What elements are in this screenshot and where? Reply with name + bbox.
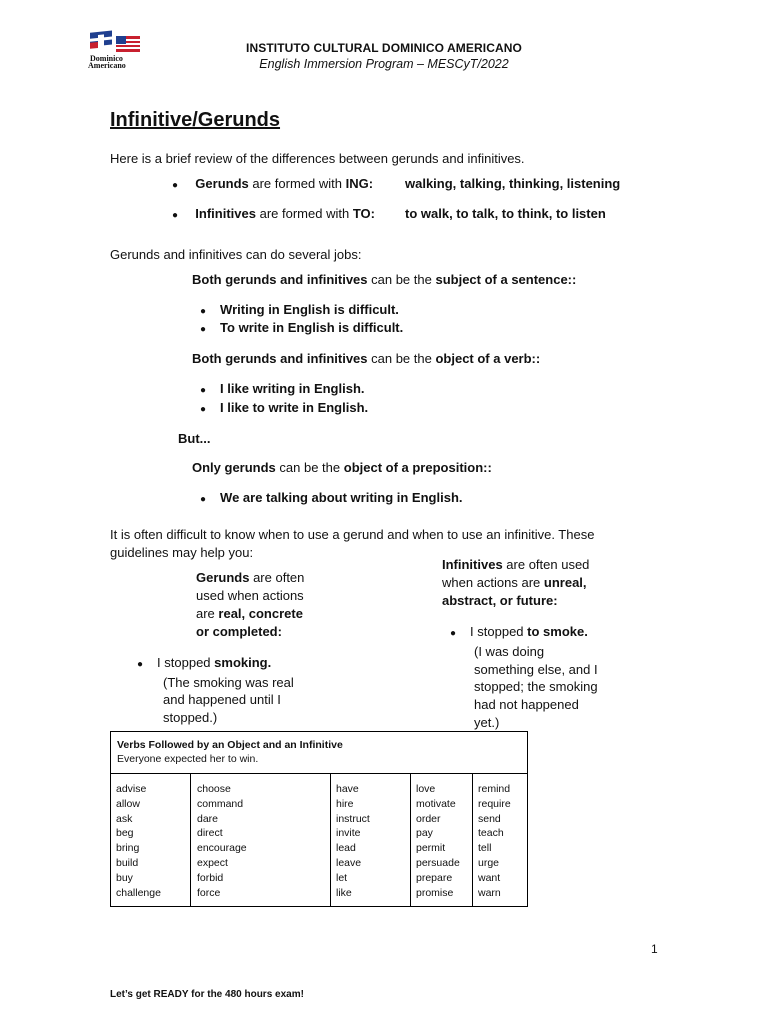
verb-cell: pay xyxy=(416,827,433,840)
subject-heading: Both gerunds and infinitives can be the subject of a sentence:: xyxy=(192,272,577,287)
program-subheader: English Immersion Program – MESCyT/2022 xyxy=(259,57,509,71)
preposition-example-1: ● We are talking about writing in English. xyxy=(200,490,463,505)
jobs-intro: Gerunds and infinitives can do several jobs: xyxy=(110,247,362,262)
infinitives-example: ● I stopped to smoke. (I was doing something else, and I stopped; the smoking had not happened yet.) xyxy=(450,624,598,730)
logo-text-top: Dominico xyxy=(90,54,123,63)
verb-cell: teach xyxy=(478,827,504,840)
verbs-column-5 xyxy=(473,774,527,906)
infinitives-guideline: Infinitives are often used when actions are unreal, abstract, or future: xyxy=(442,557,590,608)
guidelines-line-1: It is often difficult to know when to use a gerund and when to use an infinitive. These xyxy=(110,527,595,542)
object-heading: Both gerunds and infinitives can be the object of a verb:: xyxy=(192,351,541,366)
verb-cell: allow xyxy=(116,797,140,810)
bullet-icon: ● xyxy=(200,306,207,317)
verbs-table-example: Everyone expected her to win. xyxy=(117,753,259,765)
verb-cell: motivate xyxy=(416,797,456,810)
verbs-column-4 xyxy=(411,774,473,906)
preposition-heading: Only gerunds can be the object of a preposition:: xyxy=(192,460,492,475)
verbs-column-3 xyxy=(331,774,411,906)
verbs-table xyxy=(110,731,528,907)
verb-cell: forbid xyxy=(197,871,224,884)
page-title: Infinitive/Gerunds xyxy=(110,109,281,131)
gerunds-example: ● I stopped smoking. (The smoking was real and happened until I stopped.) xyxy=(137,655,294,725)
verb-cell: promise xyxy=(416,886,454,899)
bullet-icon: ● xyxy=(450,628,457,639)
verb-cell: permit xyxy=(416,842,446,855)
verb-cell: send xyxy=(478,812,501,825)
verbs-table-title: Verbs Followed by an Object and an Infinitive xyxy=(117,739,343,751)
verb-cell: love xyxy=(416,783,436,795)
subject-example-2: ● To write in English is difficult. xyxy=(200,320,404,335)
verb-cell: direct xyxy=(197,827,223,840)
verb-cell: let xyxy=(336,871,348,884)
bullet-icon: ● xyxy=(172,210,179,221)
bullet-icon: ● xyxy=(137,659,144,670)
verb-cell: ask xyxy=(116,812,133,825)
verb-cell: want xyxy=(478,871,501,884)
verbs-column-2 xyxy=(191,774,331,906)
guidelines-line-2: guidelines may help you: xyxy=(110,545,254,560)
bullet-icon: ● xyxy=(200,494,207,505)
verb-cell: buy xyxy=(116,871,133,884)
verb-cell: command xyxy=(197,797,244,810)
verb-cell: have xyxy=(336,783,359,795)
intro-text: Here is a brief review of the differences between gerunds and infinitives. xyxy=(110,151,525,166)
verb-cell: leave xyxy=(336,856,362,869)
bullet-icon: ● xyxy=(200,404,207,415)
verb-cell: order xyxy=(416,812,441,825)
verbs-table-header xyxy=(111,732,527,774)
verb-cell: tell xyxy=(478,842,492,855)
verb-cell: prepare xyxy=(416,871,453,884)
verb-cell: lead xyxy=(336,842,356,855)
but-text: But... xyxy=(178,431,211,446)
verb-cell: force xyxy=(197,886,221,899)
verb-cell: like xyxy=(336,886,352,899)
object-example-1: ● I like writing in English. xyxy=(200,381,365,396)
verb-cell: require xyxy=(478,797,511,810)
verb-cell: warn xyxy=(478,886,501,899)
bullet-icon: ● xyxy=(172,180,179,191)
page-number: 1 xyxy=(651,942,658,956)
verb-cell: invite xyxy=(336,827,361,840)
form-examples-infinitives: to walk, to talk, to think, to listen xyxy=(405,206,606,221)
bullet-icon: ● xyxy=(200,385,207,396)
form-examples-gerunds: walking, talking, thinking, listening xyxy=(405,176,621,191)
verb-cell: encourage xyxy=(197,842,247,855)
form-item-gerunds: ● Gerunds are formed with ING: xyxy=(172,176,374,191)
verb-cell: choose xyxy=(197,783,231,795)
verb-cell: build xyxy=(116,856,139,869)
verb-cell: dare xyxy=(197,812,219,825)
verb-cell: challenge xyxy=(116,886,161,899)
verb-cell: hire xyxy=(336,797,354,810)
verb-cell: instruct xyxy=(336,812,370,825)
verb-cell: expect xyxy=(197,856,228,869)
gerunds-guideline: Gerunds are often used when actions are real, concrete or completed: xyxy=(196,570,305,639)
logo-text-bottom: Americano xyxy=(88,61,126,70)
verb-cell: persuade xyxy=(416,856,460,869)
verb-cell: beg xyxy=(116,827,134,840)
verb-cell: advise xyxy=(116,783,147,795)
verb-cell: bring xyxy=(116,842,140,855)
verb-cell: urge xyxy=(478,856,500,869)
verbs-column-1 xyxy=(111,774,191,906)
subject-example-1: ● Writing in English is difficult. xyxy=(200,302,399,317)
object-example-2: ● I like to write in English. xyxy=(200,400,369,415)
footer-text: Let’s get READY for the 480 hours exam! xyxy=(110,989,304,1000)
form-item-infinitives: ● Infinitives are formed with TO: xyxy=(172,206,375,221)
institution-header: INSTITUTO CULTURAL DOMINICO AMERICANO xyxy=(246,41,522,55)
verb-cell: remind xyxy=(478,783,511,795)
bullet-icon: ● xyxy=(200,324,207,335)
